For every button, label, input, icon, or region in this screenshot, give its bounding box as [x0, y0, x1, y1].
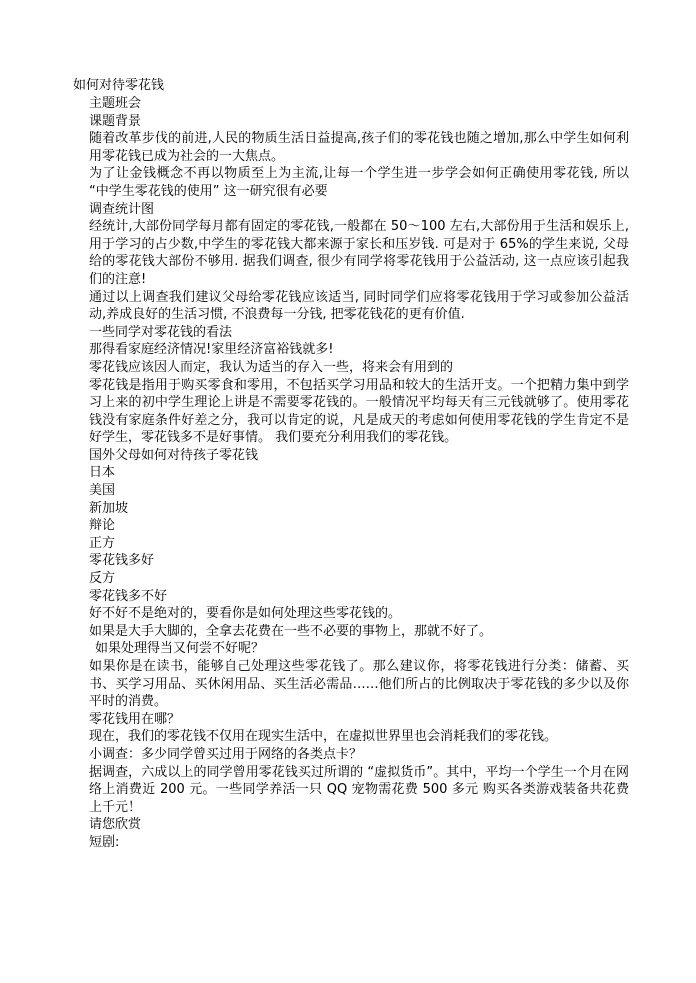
text-line: 零花钱多好 — [89, 553, 155, 569]
text-line: 新加坡 — [89, 500, 129, 516]
text-line: 如果是大手大脚的，全拿去花费在一些不必要的事物上，那就不好了。 — [89, 623, 493, 639]
text-line: 小调查：多少同学曾买过用于网络的各类点卡？ — [89, 746, 363, 762]
paragraph: 通过以上调查我们建议父母给零花钱应该适当, 同时同学们应将零花钱用于学习或参加公益活动,养成良好的生活习惯, 不浪费每一分钱, 把零花钱花的更有价值. — [89, 289, 629, 323]
section-heading: 课题背景 — [89, 113, 142, 129]
text-line: 现在，我们的零花钱不仅用在现实生活中，在虚拟世界里也会消耗我们的零花钱。 — [89, 729, 558, 745]
text-line: 日本 — [89, 465, 116, 481]
text-line: 辩论 — [89, 518, 116, 534]
section-heading: 零花钱用在哪？ — [89, 711, 181, 727]
text-line: 正方 — [89, 535, 116, 551]
document-body — [89, 95, 629, 852]
text-line: 如果处理得当又何尝不好呢？ — [95, 641, 265, 657]
paragraph: 如果你是在读书，能够自己处理这些零花钱了。那么建议你，将零花钱进行分类：储蓄、买书、买学习用品、买休闲用品、买生活必需品……他们所占的比例取决于零花钱的多少以及你平时的消费。 — [89, 659, 629, 710]
paragraph: 零花钱是指用于购买零食和零用，不包括买学习用品和较大的生活开支。一个把精力集中到学习上来的初中学生理论上讲是不需要零花钱的。一般情况平均每天有三元钱就够了。使用零花钱没有家庭条件好差之分，我可以肯定的说，凡是成天的考虑如何使用零花钱的学生肯定不是好学生，零花钱多不是好事情。 我们要充分利用我们的零花钱。 — [89, 377, 629, 446]
text-line: 短剧: — [89, 834, 120, 850]
section-heading: 国外父母如何对待孩子零花钱 — [89, 447, 259, 463]
text-line: 那得看家庭经济情况!家里经济富裕钱就多! — [89, 342, 334, 358]
paragraph: 为了让金钱概念不再以物质至上为主流,让每一个学生进一步学会如何正确使用零花钱, 所以 “中学生零花钱的使用” 这一研究很有必要 — [89, 166, 629, 199]
text-line: 请您欣赏 — [89, 817, 142, 833]
paragraph: 据调查，六成以上的同学曾用零花钱买过所谓的 “虚拟货币”。其中，平均一个学生一个月在网络上消费近 200 元。一些同学养活一只 QQ 宠物需花费 500 多元 购买各类游戏装备共花费上千元！ — [89, 764, 629, 815]
text-line: 零花钱应该因人而定，我认为适当的存入一些，将来会有用到的 — [89, 359, 454, 375]
text-line: 好不好不是绝对的，要看你是如何处理这些零花钱的。 — [89, 606, 402, 622]
paragraph: 经统计,大部份同学每月都有固定的零花钱,一般都在 50～100 左右,大部份用于生活和娱乐上,用于学习的占少数,中学生的零花钱大都来源于家长和压岁钱. 可是对于 65%的学生来说, 父母给的零花钱大部份不够用. 据我们调查, 很少有同学将零花钱用于公益活动, 这一点应该引起我们的注意! — [89, 219, 629, 287]
text-line: 美国 — [89, 483, 116, 499]
paragraph: 随着改革步伐的前进,人民的物质生活日益提高,孩子们的零花钱也随之增加,那么中学生如何利用零花钱已成为社会的一大焦点。 — [89, 131, 629, 164]
document-title: 如何对待零花钱 — [73, 78, 165, 93]
section-heading: 调查统计图 — [89, 201, 155, 217]
text-line: 反方 — [89, 571, 116, 587]
section-heading: 一些同学对零花钱的看法 — [89, 324, 233, 340]
text-line: 主题班会 — [89, 96, 142, 111]
text-line: 零花钱多不好 — [89, 588, 168, 604]
